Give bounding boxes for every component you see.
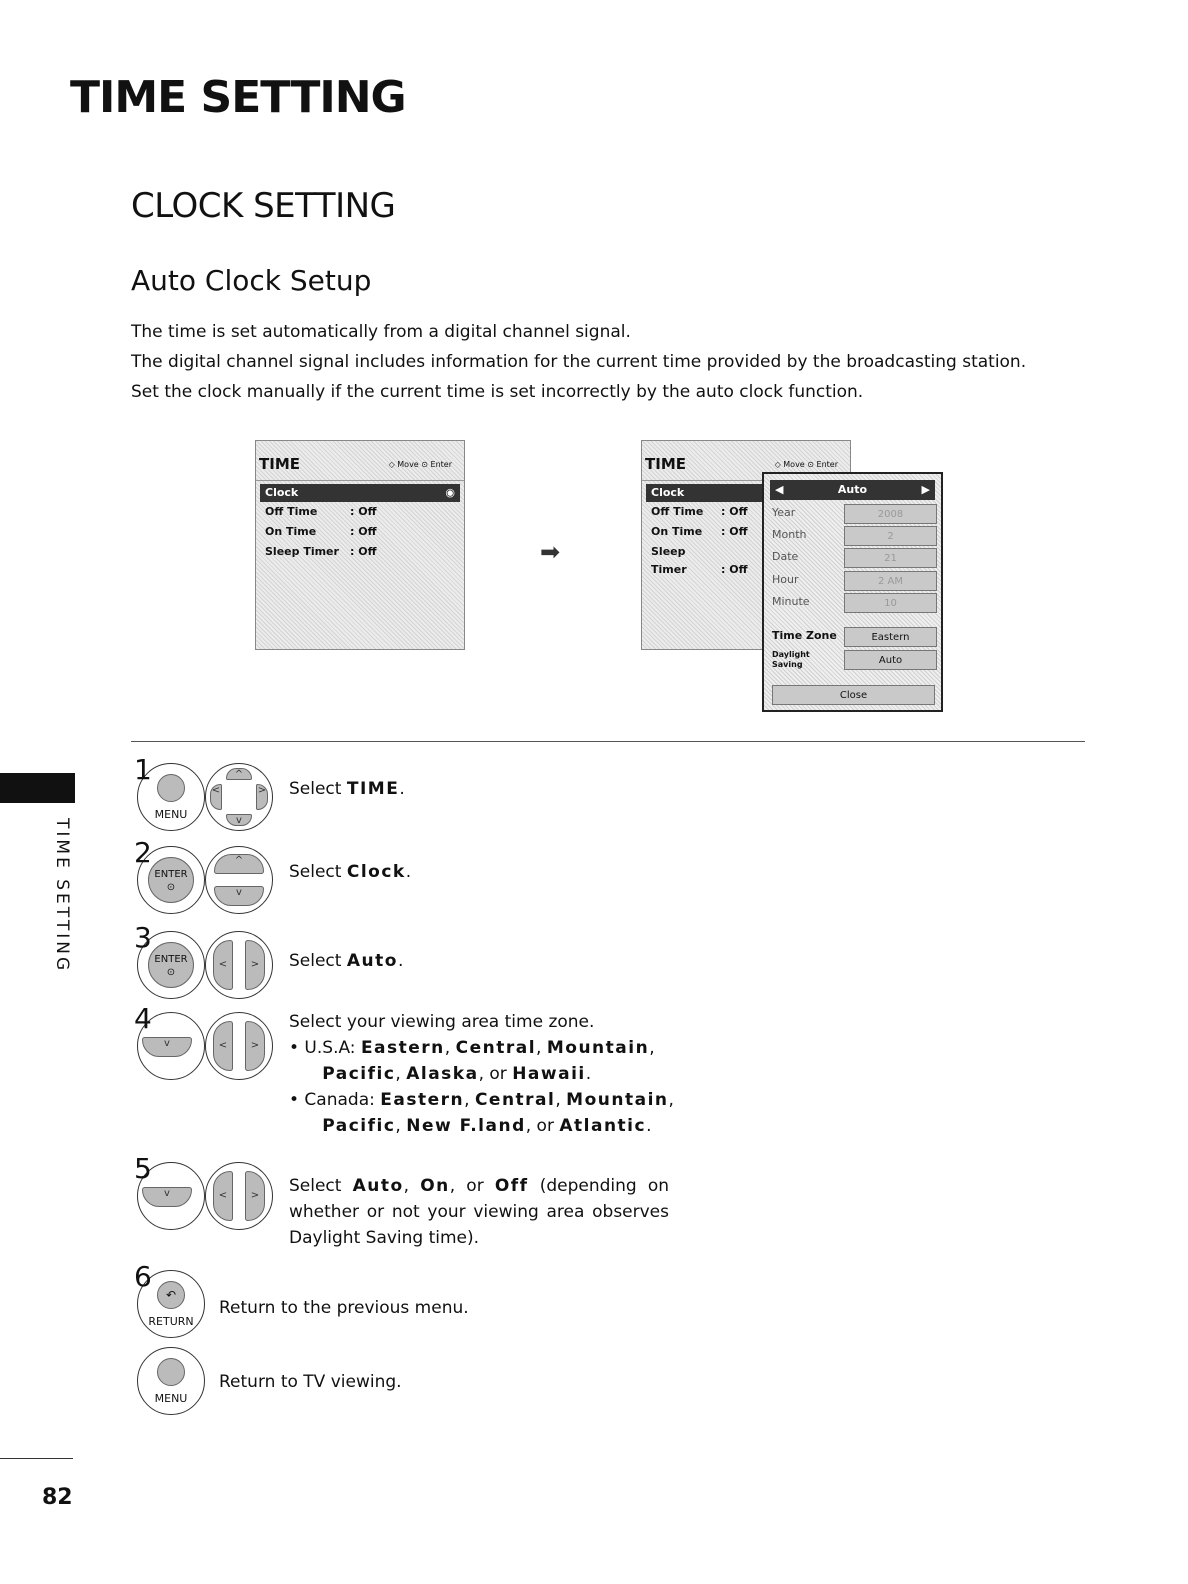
step-text xyxy=(289,776,669,802)
text: . xyxy=(405,862,412,882)
menu-button-icon xyxy=(137,1347,205,1415)
step-line xyxy=(289,1087,674,1113)
time-menu-screenshot: TIME ◇ Move ⊙ Enter Clock ◉ Off Time : Off On Time : Off Sleep Timer : Off xyxy=(255,440,465,650)
right-arrow-icon: ▶ xyxy=(921,483,930,496)
field-label: Date xyxy=(772,550,799,563)
menu-item: On Time : Off xyxy=(265,525,377,538)
option-name: Central xyxy=(474,1090,556,1110)
mode-selector: ◀ Auto ▶ xyxy=(770,480,935,500)
up-down-buttons-icon: ^ v xyxy=(205,846,273,914)
menu-item: Sleep Timer : Off xyxy=(651,545,748,576)
text: Select xyxy=(289,862,347,882)
text: , xyxy=(464,1090,475,1110)
field-value: 2 xyxy=(844,526,937,546)
menu-title: TIME xyxy=(645,455,686,473)
text: Daylight Saving time). xyxy=(289,1228,480,1248)
option-name: On xyxy=(420,1176,450,1196)
step-line xyxy=(289,776,669,802)
step-number: 2 xyxy=(134,836,152,869)
option-name: New F.land xyxy=(406,1116,526,1136)
dst-label: Daylight Saving xyxy=(772,650,810,669)
option-name: TIME xyxy=(346,779,400,799)
step-text xyxy=(289,859,669,885)
step-line xyxy=(289,948,669,974)
menu-item: On Time : Off xyxy=(651,525,748,538)
text: , or xyxy=(449,1176,495,1196)
option-name: Alaska xyxy=(406,1064,479,1084)
close-button: Close xyxy=(772,685,935,705)
option-name: Eastern xyxy=(360,1038,445,1058)
button-disc xyxy=(157,1358,185,1386)
menu-item: Off Time : Off xyxy=(265,505,377,518)
text: , or xyxy=(525,1116,560,1136)
text: Return to the previous menu. xyxy=(219,1298,469,1318)
option-name: Auto xyxy=(346,951,398,971)
hint-enter: Enter xyxy=(430,460,452,469)
step-line xyxy=(289,1009,669,1035)
navigation-pad-icon: ^ v < > xyxy=(205,763,273,831)
text: • U.S.A: xyxy=(289,1038,361,1058)
text xyxy=(306,1116,322,1136)
divider xyxy=(131,741,1085,742)
left-right-buttons-icon: < > xyxy=(205,1162,273,1230)
page-title: TIME SETTING xyxy=(70,72,406,123)
step-line xyxy=(289,1035,669,1061)
time-zone-value: Eastern xyxy=(844,627,937,647)
down-button-icon: v xyxy=(137,1162,205,1230)
enter-icon: ◉ xyxy=(445,486,455,499)
footer-rule xyxy=(0,1458,73,1459)
step-number: 5 xyxy=(134,1152,152,1185)
arrow-right-icon: ➡ xyxy=(540,538,561,566)
menu-item-clock: Clock xyxy=(646,484,846,502)
option-name: Clock xyxy=(346,862,406,882)
text xyxy=(306,1064,322,1084)
field-label: Year xyxy=(772,506,796,519)
hint-move: Move xyxy=(397,460,419,469)
option-name: Pacific xyxy=(322,1064,396,1084)
text: . xyxy=(399,779,405,799)
down-button-icon: v xyxy=(137,1012,205,1080)
step-line xyxy=(289,1225,669,1251)
button-label: MENU xyxy=(154,1392,188,1405)
enter-disc: ENTER ⊙ xyxy=(148,857,194,903)
step-line xyxy=(289,1173,669,1199)
text: . xyxy=(646,1116,652,1136)
intro-line: The time is set automatically from a digital channel signal. xyxy=(131,322,631,342)
option-name: Pacific xyxy=(322,1116,396,1136)
field-label: Hour xyxy=(772,573,799,586)
left-right-buttons-icon: < > xyxy=(205,1012,273,1080)
menu-item: Off Time : Off xyxy=(651,505,748,518)
text: Select xyxy=(289,951,347,971)
side-tab-label: TIME SETTING xyxy=(52,818,72,974)
option-name: Mountain xyxy=(566,1090,669,1110)
dst-value: Auto xyxy=(844,650,937,670)
text: Select your viewing area time zone. xyxy=(289,1012,595,1032)
time-zone-label: Time Zone xyxy=(772,629,837,642)
text: , xyxy=(668,1090,674,1110)
step-line xyxy=(289,1199,669,1225)
text: , xyxy=(536,1038,547,1058)
text: . xyxy=(397,951,404,971)
text: whether or not your viewing area observes xyxy=(289,1202,669,1222)
text: , or xyxy=(478,1064,513,1084)
button-disc: ↶ xyxy=(157,1281,185,1309)
step-line xyxy=(289,859,669,885)
text: (depending on xyxy=(528,1176,669,1196)
text: , xyxy=(555,1090,567,1110)
step-number: 6 xyxy=(134,1260,152,1293)
menu-item: Sleep Timer : Off xyxy=(265,545,377,558)
field-value: 21 xyxy=(844,548,937,568)
text: • Canada: xyxy=(289,1090,381,1110)
intro-line: Set the clock manually if the current time is set incorrectly by the auto clock function. xyxy=(131,382,864,402)
menu-item-clock: Clock ◉ xyxy=(260,484,460,502)
button-label: MENU xyxy=(154,808,188,821)
option-name: Off xyxy=(494,1176,529,1196)
left-right-buttons-icon: < > xyxy=(205,931,273,999)
step-text xyxy=(219,1295,599,1321)
text: , xyxy=(403,1176,421,1196)
move-icon: ◇ xyxy=(388,460,395,469)
option-name: Central xyxy=(455,1038,537,1058)
step-text xyxy=(289,1173,669,1251)
option-name: Hawaii xyxy=(512,1064,586,1084)
step-text xyxy=(289,948,669,974)
text: , xyxy=(395,1116,407,1136)
option-name: Mountain xyxy=(546,1038,650,1058)
field-value: 10 xyxy=(844,593,937,613)
text: Select xyxy=(289,1176,353,1196)
option-name: Eastern xyxy=(380,1090,465,1110)
step-number: 3 xyxy=(134,921,152,954)
field-value: 2 AM xyxy=(844,571,937,591)
button-disc xyxy=(157,774,185,802)
enter-disc: ENTER ⊙ xyxy=(148,942,194,988)
step-line xyxy=(289,1113,669,1139)
menu-title: TIME xyxy=(259,455,300,473)
time-menu-screenshot: TIME ◇ Move ⊙ Enter Clock Off Time : Off On Time : Off Sleep Timer : Off xyxy=(641,440,851,650)
section-title: CLOCK SETTING xyxy=(131,186,396,226)
option-name: Atlantic xyxy=(559,1116,647,1136)
field-value: 2008 xyxy=(844,504,937,524)
text: . xyxy=(585,1064,592,1084)
step-number: 1 xyxy=(134,753,152,786)
field-label: Minute xyxy=(772,595,810,608)
step-line xyxy=(219,1295,599,1321)
text: , xyxy=(649,1038,655,1058)
step-line xyxy=(289,1061,669,1087)
clock-popup xyxy=(762,472,943,712)
page-number: 82 xyxy=(42,1485,73,1510)
text: , xyxy=(395,1064,407,1084)
side-tab-marker xyxy=(0,773,75,803)
step-text xyxy=(289,1009,674,1139)
subsection-title: Auto Clock Setup xyxy=(131,264,372,297)
option-name: Auto xyxy=(352,1176,404,1196)
move-icon: ◇ xyxy=(774,460,781,469)
button-label: RETURN xyxy=(148,1315,194,1328)
return-tv-text: Return to TV viewing. xyxy=(219,1372,402,1392)
left-arrow-icon: ◀ xyxy=(775,483,784,496)
field-label: Month xyxy=(772,528,807,541)
intro-line: The digital channel signal includes information for the current time provided by the broadcasting station. xyxy=(131,352,1027,372)
text: , xyxy=(444,1038,456,1058)
text: Select xyxy=(289,779,347,799)
step-number: 4 xyxy=(134,1002,152,1035)
